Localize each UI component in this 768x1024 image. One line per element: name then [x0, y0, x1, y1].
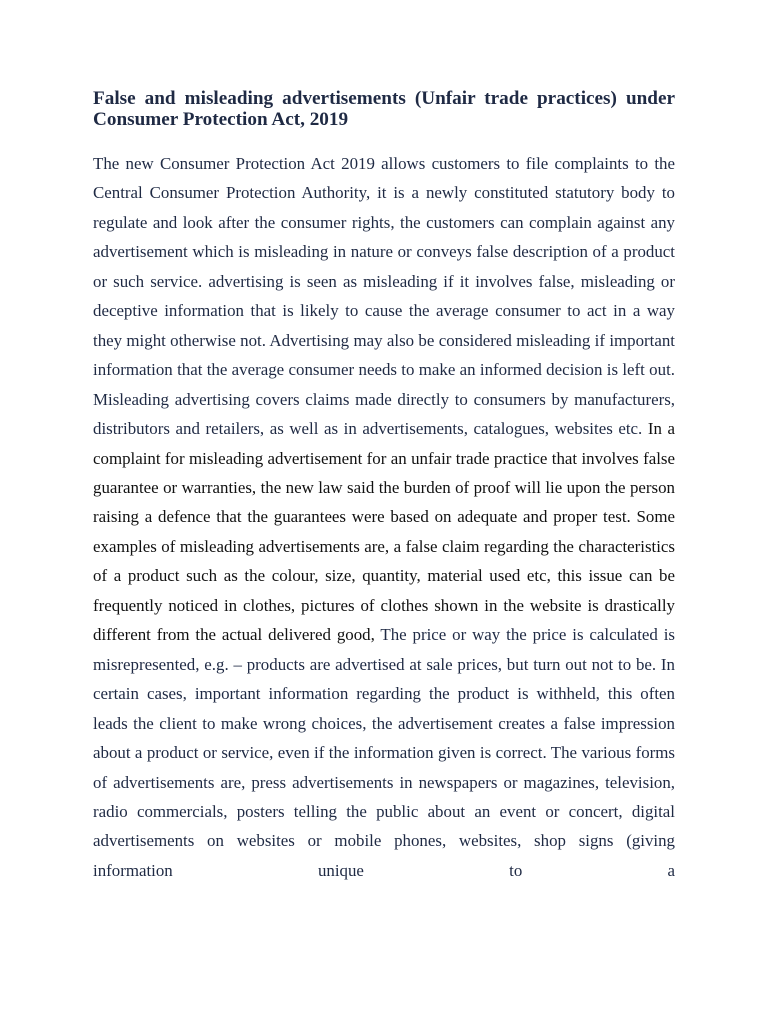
document-body-paragraph — [93, 149, 675, 885]
body-text-part-2: In a complaint for misleading advertisement for an unfair trade practice that involves false guarantee or warranties, the new law said the burden of proof will lie upon the person raising a defence that the guarantees were based on adequate and proper test. Some examples of misleading advertisements are, a false claim regarding the characteristics of a product such as the colour, size, quantity, material used etc, this issue can be frequently noticed in clothes, pictures of clothes shown in the website is drastically different from the actual delivered good, — [93, 419, 675, 645]
document-title: False and misleading advertisements (Unfair trade practices) under Consumer Protection Act, 2019 — [93, 88, 675, 130]
body-text-part-1: The new Consumer Protection Act 2019 allows customers to file complaints to the Central Consumer Protection Authority, it is a newly constituted statutory body to regulate and look after the consumer rights, the customers can complain against any advertisement which is misleading in nature or conveys false description of a product or such service. advertising is seen as misleading if it involves false, misleading or deceptive information that is likely to cause the average consumer to act in a way they might otherwise not. Advertising may also be considered misleading if important information that the average consumer needs to make an informed decision is left out. Misleading advertising covers claims made directly to consumers by manufacturers, distributors and retailers, as well as in advertisements, catalogues, websites etc. — [93, 154, 675, 439]
body-text-part-3: The price or way the price is calculated is misrepresented, e.g. – products are advertised at sale prices, but turn out not to be. In certain cases, important information regarding the product is withheld, this often leads the client to make wrong choices, the advertisement creates a false impression about a product or service, even if the information given is correct. The various forms of advertisements are, press advertisements in newspapers or magazines, television, radio commercials, posters telling the public about an event or concert, digital advertisements on websites or mobile phones, websites, shop signs (giving information unique to a — [93, 625, 675, 880]
